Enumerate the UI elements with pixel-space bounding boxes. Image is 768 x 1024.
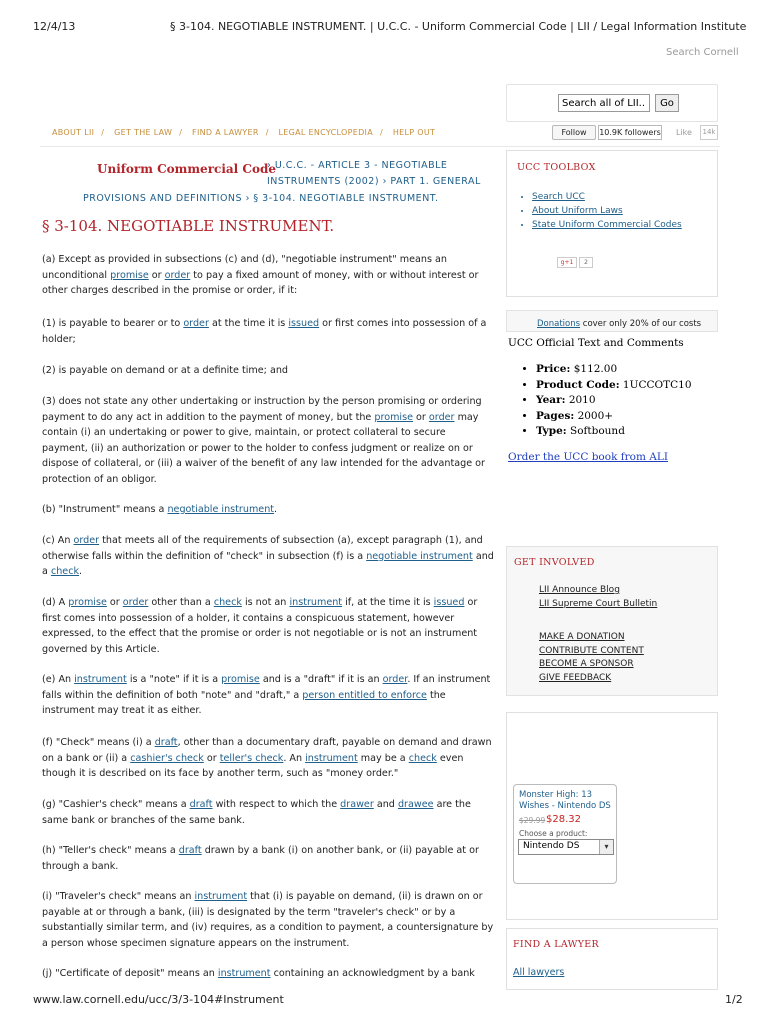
nav-help-out[interactable]: HELP OUT bbox=[392, 128, 436, 137]
paragraph-d bbox=[42, 595, 494, 657]
paragraph-f bbox=[42, 735, 494, 782]
text: . If an instrument falls within the definition of both "note" and "draft," a bbox=[42, 674, 491, 701]
link-promise[interactable]: promise bbox=[374, 411, 413, 423]
chevron-down-icon[interactable]: ▾ bbox=[599, 840, 613, 854]
detail-label: Type: bbox=[536, 425, 567, 437]
text: . bbox=[274, 504, 278, 515]
print-date: 12/4/13 bbox=[33, 20, 76, 33]
link-order[interactable]: order bbox=[164, 269, 191, 281]
involved-links-blog bbox=[539, 584, 657, 611]
text: or bbox=[148, 269, 165, 281]
link-promise[interactable]: promise bbox=[110, 269, 149, 281]
find-lawyer-panel bbox=[506, 928, 718, 990]
order-book-link[interactable]: Order the UCC book from ALI bbox=[508, 451, 668, 463]
search-cornell-link[interactable]: Search Cornell bbox=[666, 47, 739, 58]
main-nav bbox=[52, 128, 435, 137]
text: that meets all of the requirements of subsection (a), except paragraph (1), and otherwise falls within the definition of "check" in subsection (f) is a bbox=[42, 535, 483, 562]
text: that (i) is payable on demand, (ii) is drawn on or payable at or through a bank, (iii) is designated by the term "traveler's check" or by a substantially similar term, and (iv) requires, as a condition to payment, a countersignature by a person whose specimen signature appears on the instrument. bbox=[42, 891, 494, 949]
text: and bbox=[373, 799, 398, 810]
paragraph-h bbox=[42, 843, 494, 874]
donations-link[interactable]: Donations bbox=[537, 319, 581, 329]
text: and a bbox=[42, 550, 494, 578]
nav-find-a-lawyer[interactable]: FIND A LAWYER bbox=[192, 128, 259, 137]
link-person-entitled-to-enforce[interactable]: person entitled to enforce bbox=[302, 689, 427, 701]
nav-about-lii[interactable]: ABOUT LII bbox=[52, 128, 95, 137]
book-title: UCC Official Text and Comments bbox=[508, 337, 684, 349]
detail-value: Softbound bbox=[566, 425, 625, 437]
paragraph-a bbox=[42, 252, 494, 299]
supreme-court-bulletin-link[interactable]: LII Supreme Court Bulletin bbox=[539, 598, 658, 609]
nav-divider bbox=[40, 146, 720, 147]
nav-separator: / bbox=[380, 128, 383, 137]
text: is not an bbox=[241, 597, 290, 608]
book-detail bbox=[536, 362, 692, 378]
text: may contain (i) an undertaking or power to give, maintain, or protect collateral to secure payment, (ii) an authorization or power to the holder to confess judgment or realize on or dispose of collateral, or (iii) a waiver of the benefit of any law intended for the advantage or protection of an obligor. bbox=[42, 411, 485, 485]
link-check[interactable]: check bbox=[213, 597, 242, 608]
like-button[interactable]: Like bbox=[676, 128, 692, 137]
text: to pay a fixed amount of money, with or without interest or other charges described in the promise or order, if it: bbox=[42, 269, 479, 297]
text: cover only 20% of our costs bbox=[580, 319, 702, 329]
state-ucc-link[interactable]: State Uniform Commercial Codes bbox=[532, 220, 682, 230]
link-draft[interactable]: draft bbox=[178, 845, 202, 856]
print-page-title: § 3-104. NEGOTIABLE INSTRUMENT. | U.C.C. - Uniform Commercial Code | LII / Legal Information Institute bbox=[170, 20, 747, 33]
link-order[interactable]: order bbox=[122, 597, 149, 608]
link-check[interactable]: check bbox=[50, 566, 80, 578]
link-instrument[interactable]: instrument bbox=[289, 597, 343, 608]
paragraph-e bbox=[42, 672, 494, 719]
text: or first comes into possession of a holder; bbox=[42, 318, 487, 345]
all-lawyers-link-wrap bbox=[513, 966, 564, 980]
detail-label: Pages: bbox=[536, 409, 575, 422]
nav-legal-encyclopedia[interactable]: LEGAL ENCYCLOPEDIA bbox=[278, 128, 373, 137]
link-promise[interactable]: promise bbox=[68, 597, 107, 608]
text: (d) A bbox=[42, 597, 69, 608]
paragraph-a2: (2) is payable on demand or at a definite time; and bbox=[42, 365, 289, 376]
ucc-toolbox-list bbox=[520, 190, 682, 232]
product-name-link[interactable]: Monster High: 13 Wishes - Nintendo DS bbox=[519, 790, 611, 811]
text: (h) "Teller's check" means a bbox=[42, 845, 179, 856]
text: if, at the time it is bbox=[342, 597, 434, 608]
detail-value: $112.00 bbox=[570, 363, 618, 375]
search-go-button[interactable]: Go bbox=[655, 94, 679, 112]
detail-value: 1UCCOTC10 bbox=[619, 378, 692, 391]
like-count: 14k bbox=[700, 125, 718, 140]
text: (c) An bbox=[42, 535, 74, 546]
text: drawn by a bank (i) on another bank, or (ii) payable at or through a bank. bbox=[42, 845, 479, 872]
text: (f) "Check" means (i) a bbox=[42, 737, 155, 748]
nav-separator: / bbox=[101, 128, 105, 137]
link-instrument[interactable]: instrument bbox=[194, 891, 248, 902]
text: other than a bbox=[148, 597, 214, 608]
involved-links-actions bbox=[539, 631, 644, 685]
link-instrument[interactable]: instrument bbox=[305, 752, 358, 764]
text: is a "note" if it is a bbox=[126, 674, 222, 685]
link-order[interactable]: order bbox=[73, 535, 100, 546]
about-uniform-laws-link[interactable]: About Uniform Laws bbox=[532, 206, 623, 216]
link-order[interactable]: order bbox=[183, 318, 209, 329]
detail-label: Year: bbox=[536, 394, 566, 406]
text: may be a bbox=[357, 752, 409, 764]
text: or bbox=[106, 597, 123, 608]
link-check[interactable]: check bbox=[408, 752, 437, 764]
link-order[interactable]: order bbox=[382, 674, 408, 685]
link-drawer[interactable]: drawer bbox=[340, 799, 374, 810]
google-plus-count: 2 bbox=[579, 257, 593, 268]
breadcrumb-line[interactable]: INSTRUMENTS (2002) › PART 1. GENERAL bbox=[267, 176, 481, 187]
link-drawee[interactable]: drawee bbox=[397, 799, 434, 810]
product-new-price: $28.32 bbox=[546, 814, 581, 825]
text: or bbox=[203, 752, 220, 764]
paragraph-a3 bbox=[42, 394, 494, 488]
ucc-toolbox-title: UCC TOOLBOX bbox=[517, 162, 596, 173]
text: and is a "draft" if it is an bbox=[259, 674, 383, 685]
text: (g) "Cashier's check" means a bbox=[42, 799, 190, 810]
book-detail bbox=[536, 424, 692, 440]
link-instrument[interactable]: instrument bbox=[74, 674, 127, 685]
detail-label: Price: bbox=[536, 363, 571, 375]
product-select[interactable]: Nintendo DS bbox=[518, 839, 614, 855]
paragraph-a1 bbox=[42, 316, 494, 347]
text: even though it is described on its face by another term, such as "money order." bbox=[42, 752, 464, 780]
follow-button[interactable]: Follow bbox=[552, 125, 596, 140]
section-heading: § 3-104. NEGOTIABLE INSTRUMENT. bbox=[42, 217, 335, 235]
detail-label: Product Code: bbox=[536, 378, 620, 391]
ucc-title-link[interactable]: Uniform Commercial Code bbox=[97, 162, 276, 176]
link-negotiable-instrument[interactable]: negotiable instrument bbox=[366, 550, 473, 562]
contribute-content-link[interactable]: CONTRIBUTE CONTENT bbox=[539, 645, 644, 656]
text: the instrument may treat it as either. bbox=[42, 689, 446, 717]
text: (e) An bbox=[42, 674, 75, 685]
search-input[interactable] bbox=[558, 94, 650, 112]
link-promise[interactable]: promise bbox=[221, 674, 260, 685]
all-lawyers-link[interactable]: All lawyers bbox=[513, 967, 565, 978]
announce-blog-link[interactable]: LII Announce Blog bbox=[539, 585, 620, 595]
nav-get-the-law[interactable]: GET THE LAW bbox=[114, 128, 173, 137]
link-instrument[interactable]: instrument bbox=[217, 968, 271, 979]
get-involved-title: GET INVOLVED bbox=[514, 557, 595, 568]
text: , other than a documentary draft, payable on demand and drawn on a bank or (ii) a bbox=[42, 737, 492, 764]
text: with respect to which the bbox=[212, 799, 341, 810]
text: or bbox=[413, 411, 429, 423]
donation-text bbox=[537, 319, 701, 329]
text: (j) "Certificate of deposit" means an bbox=[42, 968, 218, 979]
link-draft[interactable]: draft bbox=[189, 799, 213, 810]
link-issued[interactable]: issued bbox=[288, 318, 320, 329]
print-page-number: 1/2 bbox=[725, 993, 743, 1006]
breadcrumb-line[interactable]: PROVISIONS AND DEFINITIONS › § 3-104. NEGOTIABLE INSTRUMENT. bbox=[83, 193, 439, 204]
nav-separator: / bbox=[179, 128, 183, 137]
search-ucc-link[interactable]: Search UCC bbox=[532, 192, 585, 202]
link-cashiers-check[interactable]: cashier's check bbox=[130, 752, 204, 764]
text: containing an acknowledgment by a bank bbox=[270, 968, 475, 979]
paragraph-g bbox=[42, 797, 494, 828]
product-old-price: $29.99 bbox=[519, 816, 546, 825]
link-issued[interactable]: issued bbox=[433, 597, 465, 608]
give-feedback-link[interactable]: GIVE FEEDBACK bbox=[539, 672, 612, 683]
paragraph-i bbox=[42, 889, 494, 951]
text: (3) does not state any other undertaking or instruction by the person promising or ordering payment to do any act in addition to the payment of money, but the bbox=[42, 396, 482, 423]
text: (i) "Traveler's check" means an bbox=[42, 891, 195, 902]
book-detail bbox=[536, 409, 692, 425]
become-sponsor-link[interactable]: BECOME A SPONSOR bbox=[539, 659, 634, 669]
paragraph-c bbox=[42, 533, 494, 580]
link-order[interactable]: order bbox=[428, 411, 455, 423]
text: . bbox=[79, 566, 83, 578]
link-tellers-check[interactable]: teller's check bbox=[219, 752, 284, 764]
text: are the same bank or branches of the same bank. bbox=[42, 799, 471, 826]
make-donation-link[interactable]: MAKE A DONATION bbox=[539, 632, 625, 642]
text: or first comes into possession of a holder, it contains a conspicuous statement, however expressed, to the effect that the promise or order is not negotiable or is not an instrument governed by this Article. bbox=[42, 597, 478, 655]
text: (1) is payable to bearer or to bbox=[42, 318, 184, 329]
paragraph-j bbox=[42, 966, 494, 982]
link-draft[interactable]: draft bbox=[154, 737, 178, 748]
breadcrumb-line[interactable]: › U.C.C. - ARTICLE 3 - NEGOTIABLE bbox=[267, 160, 448, 171]
text: (a) Except as provided in subsections (c) and (d), "negotiable instrument" means an unconditional bbox=[42, 254, 447, 281]
book-detail bbox=[536, 378, 692, 394]
book-details bbox=[522, 362, 692, 440]
text: at the time it is bbox=[208, 318, 289, 329]
followers-count: 10.9K followers bbox=[598, 125, 662, 140]
nav-separator: / bbox=[265, 128, 269, 137]
detail-value: 2000+ bbox=[574, 409, 614, 422]
paragraph-b bbox=[42, 502, 494, 518]
text: . An bbox=[283, 752, 306, 764]
find-lawyer-title: FIND A LAWYER bbox=[513, 939, 599, 950]
detail-value: 2010 bbox=[565, 394, 596, 406]
google-plus-button[interactable]: g+1 bbox=[557, 257, 577, 268]
link-negotiable-instrument[interactable]: negotiable instrument bbox=[167, 504, 275, 515]
print-url: www.law.cornell.edu/ucc/3/3-104#Instrument bbox=[33, 993, 284, 1006]
product-choose-label: Choose a product: bbox=[519, 829, 588, 838]
book-detail bbox=[536, 393, 692, 409]
text: (b) "Instrument" means a bbox=[42, 504, 168, 515]
